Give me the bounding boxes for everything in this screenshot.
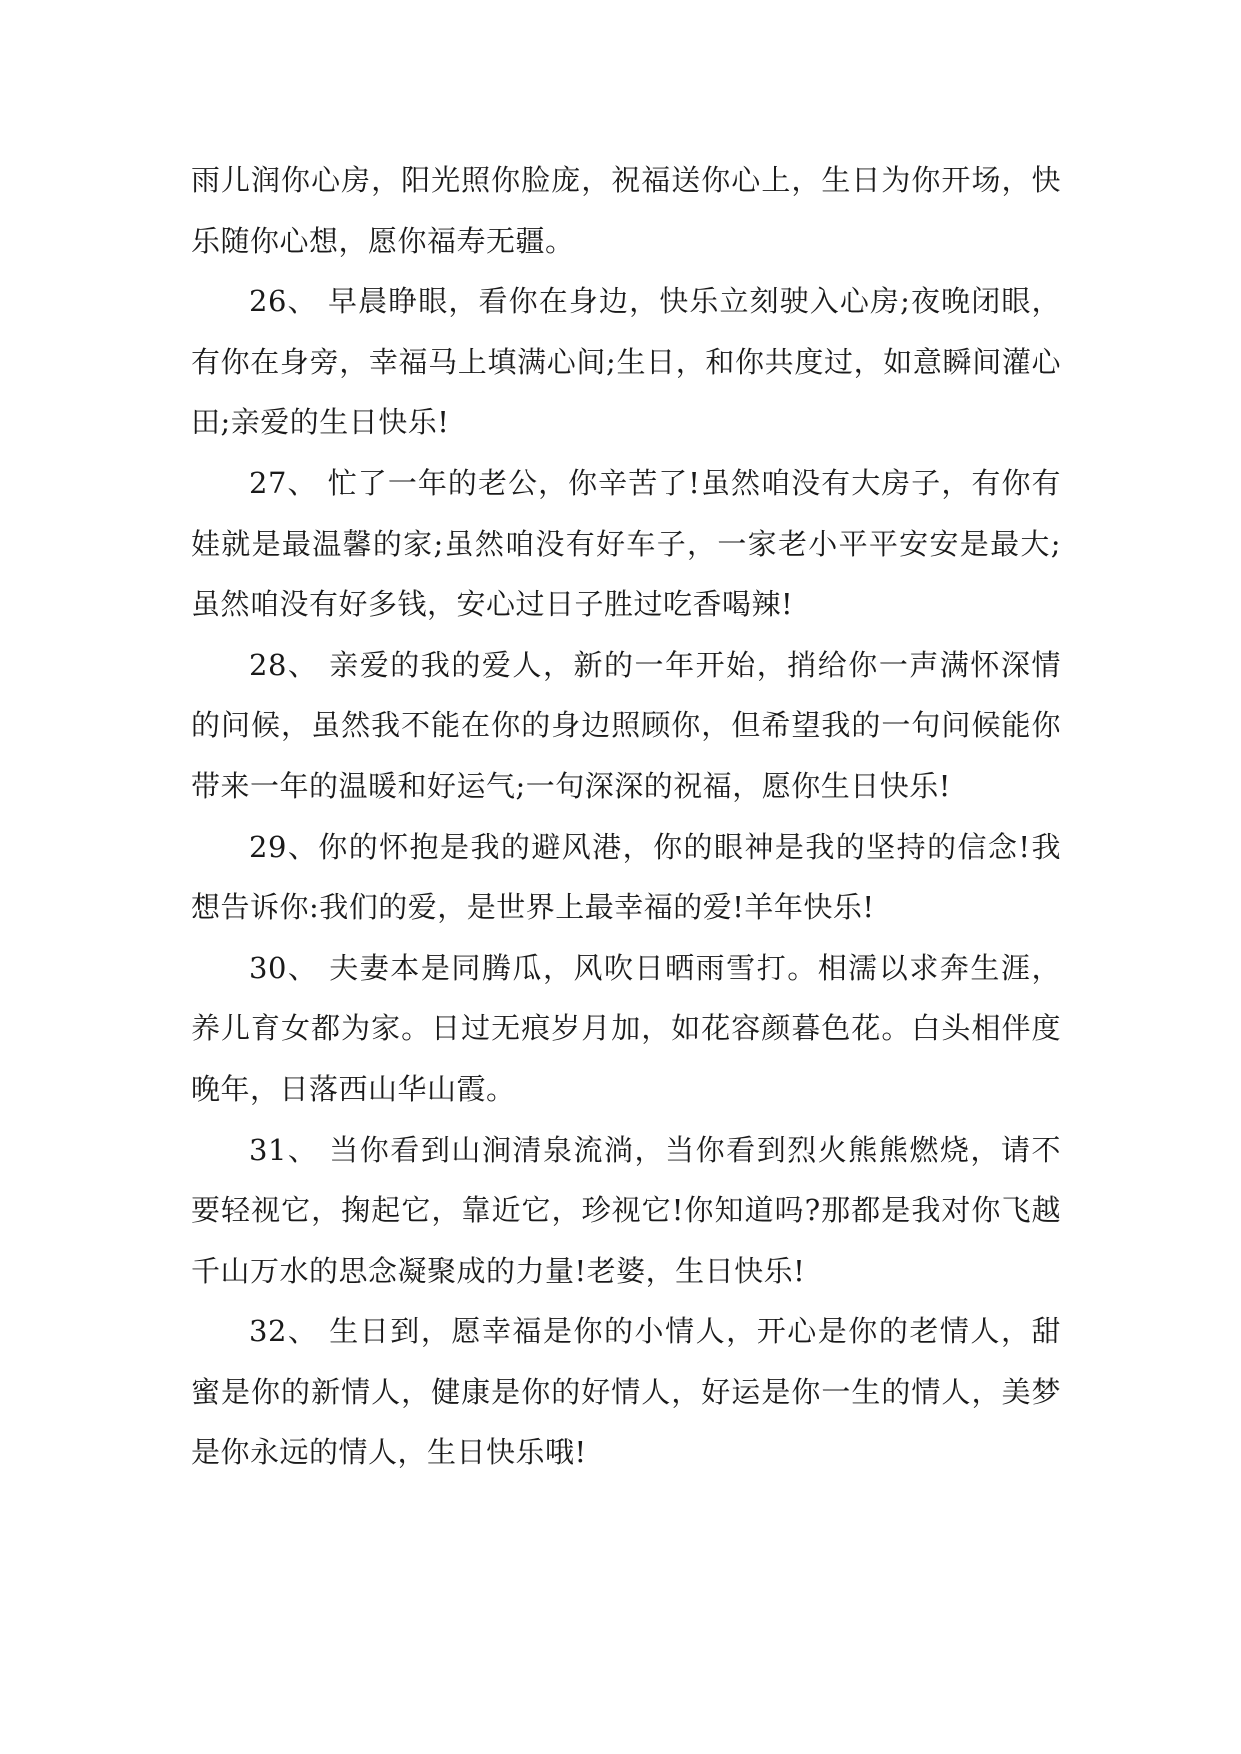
document-body xyxy=(191,150,1061,1483)
paragraph-28: 28、 亲爱的我的爱人，新的一年开始，捎给你一声满怀深情的问候，虽然我不能在你的身边照顾你，但希望我的一句问候能你带来一年的温暖和好运气;一句深深的祝福，愿你生日快乐! xyxy=(191,647,1061,803)
paragraph-26: 26、 早晨睁眼，看你在身边，快乐立刻驶入心房;夜晚闭眼，有你在身旁，幸福马上填满心间;生日，和你共度过，如意瞬间灌心田;亲爱的生日快乐! xyxy=(191,284,1061,440)
paragraph-25-continuation: 雨儿润你心房，阳光照你脸庞，祝福送你心上，生日为你开场，快乐随你心想，愿你福寿无疆。 xyxy=(191,163,1061,258)
paragraph-27: 27、 忙了一年的老公，你辛苦了!虽然咱没有大房子，有你有娃就是最温馨的家;虽然咱没有好车子，一家老小平平安安是最大;虽然咱没有好多钱，安心过日子胜过吃香喝辣! xyxy=(191,465,1061,622)
paragraph-29: 29、你的怀抱是我的避风港，你的眼神是我的坚持的信念!我想告诉你:我们的爱，是世界上最幸福的爱!羊年快乐! xyxy=(191,829,1061,925)
paragraph-32: 32、 生日到，愿幸福是你的小情人，开心是你的老情人，甜蜜是你的新情人，健康是你的好情人，好运是你一生的情人，美梦是你永远的情人，生日快乐哦! xyxy=(191,1314,1061,1470)
paragraph-31: 31、 当你看到山涧清泉流淌，当你看到烈火熊熊燃烧，请不要轻视它，掬起它，靠近它，珍视它!你知道吗?那都是我对你飞越千山万水的思念凝聚成的力量!老婆，生日快乐! xyxy=(191,1132,1061,1288)
paragraph-30: 30、 夫妻本是同腾瓜，风吹日晒雨雪打。相濡以求奔生涯，养儿育女都为家。日过无痕岁月加，如花容颜暮色花。白头相伴度晚年，日落西山华山霞。 xyxy=(191,950,1061,1106)
